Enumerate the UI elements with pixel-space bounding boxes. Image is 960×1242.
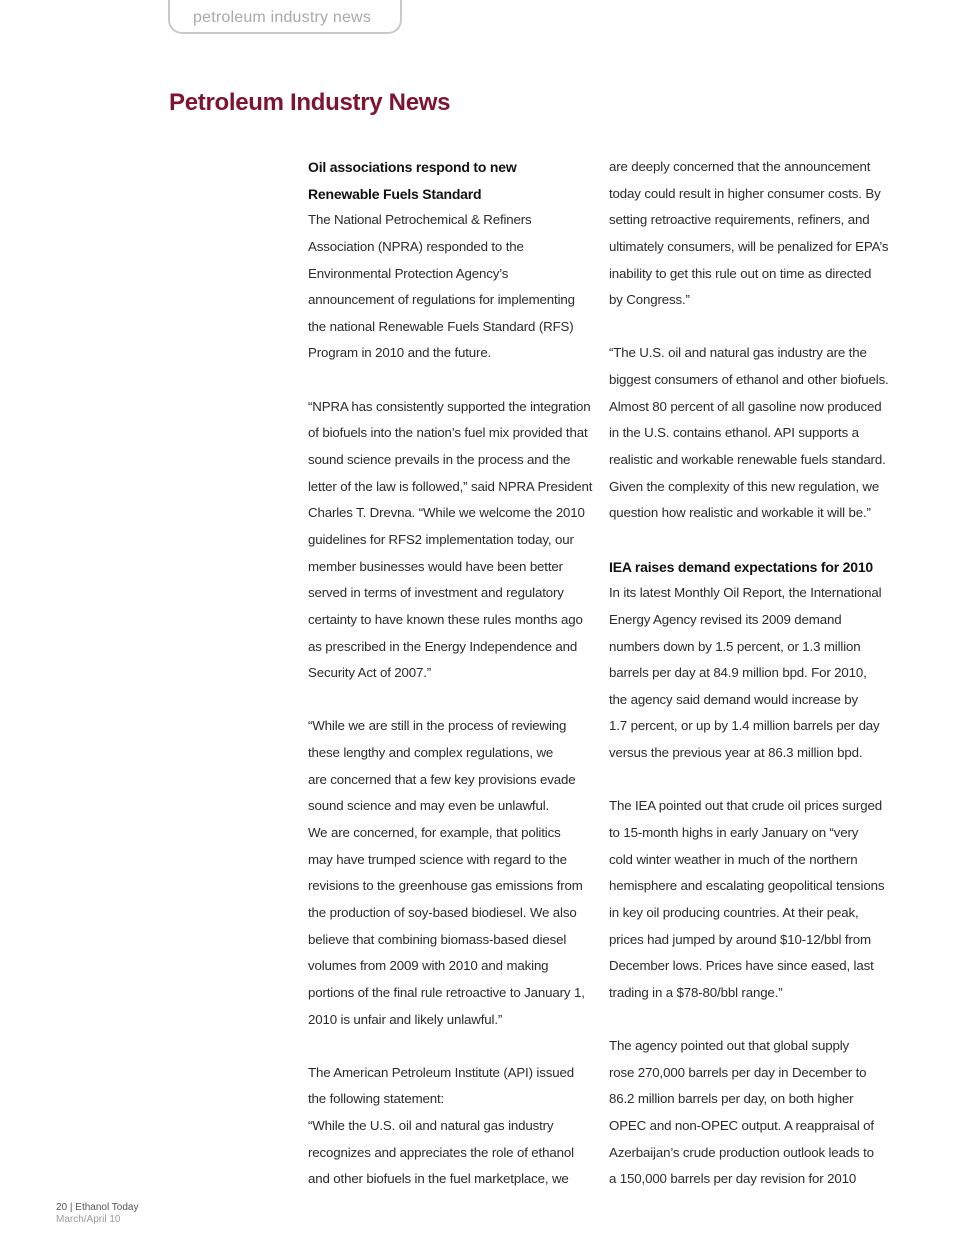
article-text-line: recognizes and appreciates the role of ethanol [308, 1144, 574, 1160]
article-text-line: Given the complexity of this new regulation, we [609, 478, 880, 494]
article-text-line: member businesses would have been better [308, 558, 563, 574]
article-text-line: of biofuels into the nation’s fuel mix provided that [308, 425, 588, 441]
article-text-line: are deeply concerned that the announcement [609, 159, 871, 174]
article-text-line: ultimately consumers, will be penalized for EPA’s [609, 238, 889, 254]
article-text-line: guidelines for RFS2 implementation today, our [308, 531, 574, 547]
article-text-line: We are concerned, for example, that politics [308, 825, 561, 841]
article-text-line: barrels per day at 84.9 million bpd. For 2010, [609, 665, 867, 681]
article-text-line: The National Petrochemical & Refiners [308, 212, 532, 228]
article-text-line: “NPRA has consistently supported the integration [308, 398, 591, 414]
article-heading-line: IEA raises demand expectations for 2010 [609, 558, 874, 575]
article-text-line: The agency pointed out that global supply [609, 1038, 850, 1054]
paragraph-spacer [609, 527, 884, 554]
article-text-line: trading in a $78-80/bbl range.” [609, 984, 783, 1000]
article-text-line: “The U.S. oil and natural gas industry are the [609, 345, 867, 361]
article-text-line: to 15-month highs in early January on “very [609, 825, 859, 841]
article-column-right [609, 154, 889, 1193]
paragraph-spacer [609, 314, 884, 341]
paragraph-spacer [308, 1033, 583, 1060]
article-text-line: inability to get this rule out on time as directed [609, 265, 872, 281]
article-text-line: letter of the law is followed,” said NPRA President [308, 478, 593, 494]
article-text-line: sound science prevails in the process and the [308, 452, 571, 468]
article-text-line: question how realistic and workable it will be.” [609, 505, 871, 521]
footer-page-title: 20 | Ethanol Today [56, 1202, 139, 1213]
article-text-line: “While we are still in the process of reviewing [308, 718, 567, 734]
article-text-line: Energy Agency revised its 2009 demand [609, 611, 842, 627]
article-text-line: cold winter weather in much of the northern [609, 851, 858, 867]
article-text-line: may have trumped science with regard to the [308, 851, 567, 867]
article-text-line: are concerned that a few key provisions evade [308, 771, 576, 787]
footer-issue: March/April 10 [56, 1214, 121, 1225]
article-text-line: The IEA pointed out that crude oil prices surged [609, 798, 882, 814]
page-title: Petroleum Industry News [169, 89, 451, 116]
article-text-line: “While the U.S. oil and natural gas industry [308, 1118, 554, 1134]
paragraph-spacer [609, 1007, 884, 1034]
page-footer [56, 1202, 138, 1226]
article-heading-line: Renewable Fuels Standard [308, 185, 482, 202]
article-text-line: rose 270,000 barrels per day in December to [609, 1064, 867, 1080]
article-text-line: portions of the final rule retroactive to January 1, [308, 984, 585, 1000]
article-text-line: Azerbaijan’s crude production outlook leads to [609, 1144, 874, 1160]
article-text-line: prices had jumped by around $10-12/bbl from [609, 931, 871, 947]
article-text-line: 86.2 million barrels per day, on both higher [609, 1091, 854, 1107]
article-text-line: In its latest Monthly Oil Report, the International [609, 585, 882, 601]
article-text-line: The American Petroleum Institute (API) issued [308, 1064, 574, 1080]
article-text-line: Environmental Protection Agency’s [308, 265, 509, 281]
article-text-line: Almost 80 percent of all gasoline now produced [609, 398, 882, 414]
article-text-line: the production of soy-based biodiesel. We also [308, 904, 577, 920]
article-column-left [308, 154, 593, 1193]
article-text-line: 2010 is unfair and likely unlawful.” [308, 1011, 503, 1027]
article-text-line: 1.7 percent, or up by 1.4 million barrels per day [609, 718, 880, 734]
article-text-line: announcement of regulations for implementing [308, 292, 575, 308]
article-text-line: the following statement: [308, 1091, 445, 1107]
paragraph-spacer [308, 367, 583, 394]
article-text-line: a 150,000 barrels per day revision for 2010 [609, 1171, 857, 1187]
article-text-line: Security Act of 2007.” [308, 665, 432, 681]
section-tab-label: petroleum industry news [193, 9, 372, 26]
article-text-line: in key oil producing countries. At their peak, [609, 904, 859, 920]
article-text-line: served in terms of investment and regulatory [308, 585, 564, 601]
article-text-line: these lengthy and complex regulations, we [308, 745, 554, 761]
article-text-line: versus the previous year at 86.3 million bpd. [609, 745, 863, 761]
article-text-line: hemisphere and escalating geopolitical tensions [609, 878, 885, 894]
article-text-line: and other biofuels in the fuel marketplace, we [308, 1171, 569, 1187]
article-text-line: volumes from 2009 with 2010 and making [308, 958, 549, 974]
article-text-line: the national Renewable Fuels Standard (RFS) [308, 318, 574, 334]
paragraph-spacer [308, 687, 583, 714]
article-heading-line: Oil associations respond to new [308, 159, 517, 175]
article-text-line: in the U.S. contains ethanol. API supports a [609, 425, 859, 441]
article-text-line: biggest consumers of ethanol and other biofuels. [609, 372, 889, 388]
section-tab [168, 0, 402, 34]
article-text-line: revisions to the greenhouse gas emissions from [308, 878, 583, 894]
article-text-line: numbers down by 1.5 percent, or 1.3 million [609, 638, 861, 654]
article-text-line: OPEC and non-OPEC output. A reappraisal of [609, 1118, 874, 1134]
article-text-line: today could result in higher consumer costs. By [609, 185, 881, 201]
paragraph-spacer [609, 767, 884, 794]
article-text-line: certainty to have known these rules months ago [308, 611, 583, 627]
article-text-line: setting retroactive requirements, refiners, and [609, 212, 870, 228]
article-text-line: believe that combining biomass-based diesel [308, 931, 567, 947]
article-text-line: Association (NPRA) responded to the [308, 238, 524, 254]
article-text-line: Charles T. Drevna. “While we welcome the 2010 [308, 505, 585, 521]
article-text-line: sound science and may even be unlawful. [308, 798, 550, 814]
article-text-line: the agency said demand would increase by [609, 691, 859, 707]
article-text-line: December lows. Prices have since eased, last [609, 958, 874, 974]
article-text-line: by Congress.” [609, 292, 690, 308]
article-text-line: Program in 2010 and the future. [308, 345, 492, 361]
article-text-line: realistic and workable renewable fuels standard. [609, 452, 886, 468]
article-text-line: as prescribed in the Energy Independence and [308, 638, 578, 654]
